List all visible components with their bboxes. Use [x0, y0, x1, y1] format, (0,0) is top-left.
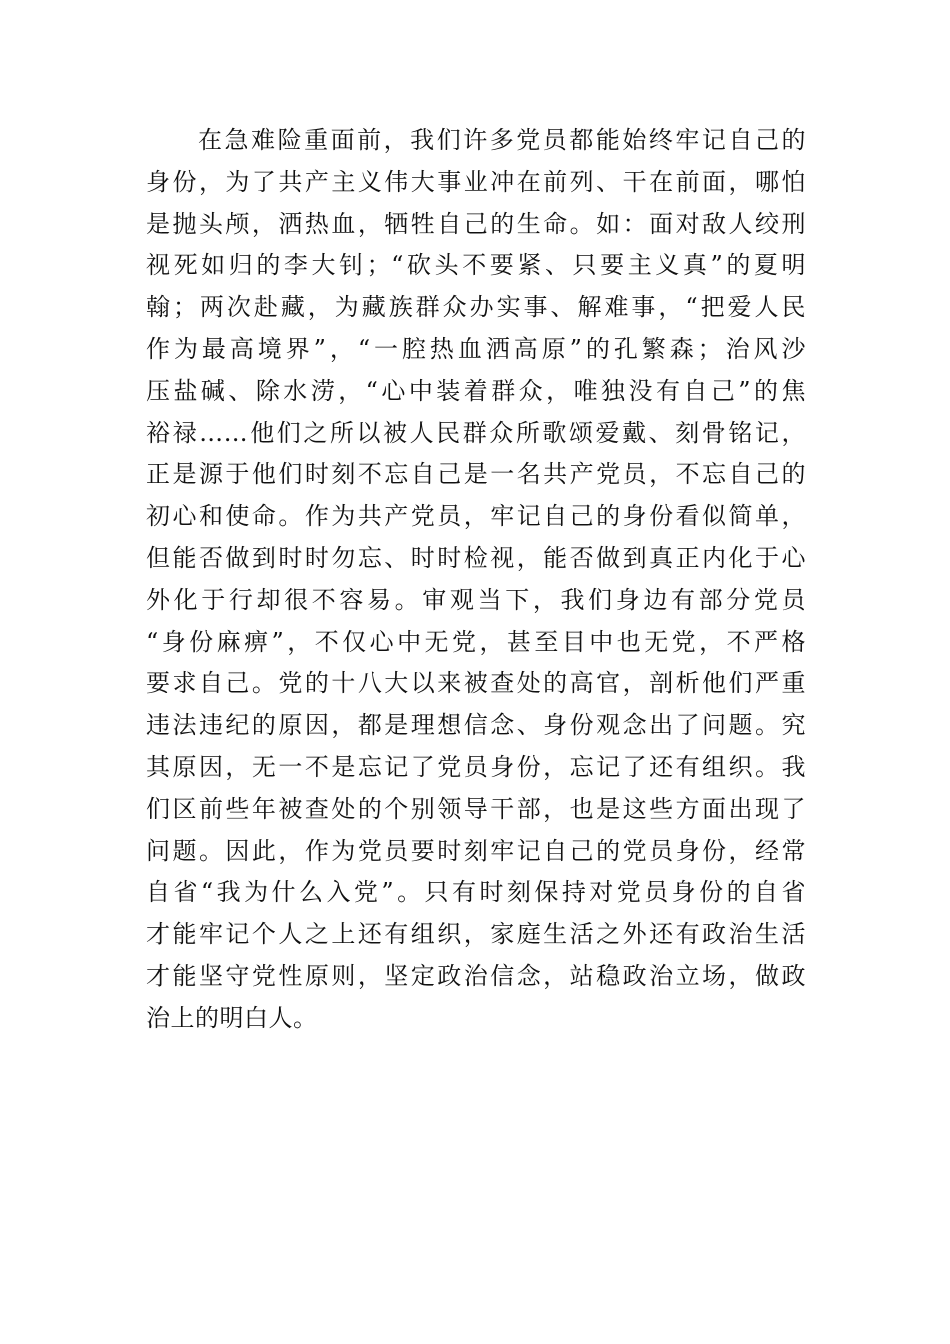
paragraph-line: 是抛头颅，洒热血，牺牲自己的生命。如：面对敌人绞刑: [146, 209, 806, 238]
paragraph-line: 作为最高境界”，“一腔热血洒高原”的孔繁森；治风沙: [146, 334, 806, 363]
paragraph-line: 们区前些年被查处的个别领导干部，也是这些方面出现了: [146, 794, 806, 823]
paragraph-line: 视死如归的李大钊；“砍头不要紧、只要主义真”的夏明: [146, 251, 806, 280]
paragraph-line: 但能否做到时时勿忘、时时检视，能否做到真正内化于心: [146, 543, 806, 572]
body-paragraph: [146, 120, 806, 1040]
paragraph-line: 外化于行却很不容易。审观当下，我们身边有部分党员: [146, 585, 806, 614]
paragraph-line: 翰；两次赴藏，为藏族群众办实事、解难事，“把爱人民: [146, 293, 806, 322]
paragraph-line: 治上的明白人。: [146, 1003, 318, 1032]
paragraph-line: 正是源于他们时刻不忘自己是一名共产党员，不忘自己的: [146, 460, 806, 489]
paragraph-line: “身份麻痹”，不仅心中无党，甚至目中也无党，不严格: [146, 627, 806, 656]
paragraph-line: 才能牢记个人之上还有组织，家庭生活之外还有政治生活: [146, 920, 806, 949]
paragraph-line: 要求自己。党的十八大以来被查处的高官，剖析他们严重: [146, 669, 806, 698]
paragraph-line: 初心和使命。作为共产党员，牢记自己的身份看似简单，: [146, 502, 806, 531]
paragraph-line: 其原因，无一不是忘记了党员身份，忘记了还有组织。我: [146, 752, 806, 781]
paragraph-line: 在急难险重面前，我们许多党员都能始终牢记自己的: [198, 126, 806, 154]
paragraph-line: 身份，为了共产主义伟大事业冲在前列、干在前面，哪怕: [146, 167, 806, 196]
paragraph-line: 问题。因此，作为党员要时刻牢记自己的党员身份，经常: [146, 836, 806, 865]
paragraph-line: 裕禄……他们之所以被人民群众所歌颂爱戴、刻骨铭记，: [146, 418, 806, 447]
paragraph-line: 压盐碱、除水涝，“心中装着群众，唯独没有自己”的焦: [146, 376, 806, 405]
paragraph-line: 才能坚守党性原则，坚定政治信念，站稳政治立场，做政: [146, 961, 806, 990]
paragraph-line: 自省“我为什么入党”。只有时刻保持对党员身份的自省: [146, 878, 806, 907]
paragraph-line: 违法违纪的原因，都是理想信念、身份观念出了问题。究: [146, 711, 806, 740]
